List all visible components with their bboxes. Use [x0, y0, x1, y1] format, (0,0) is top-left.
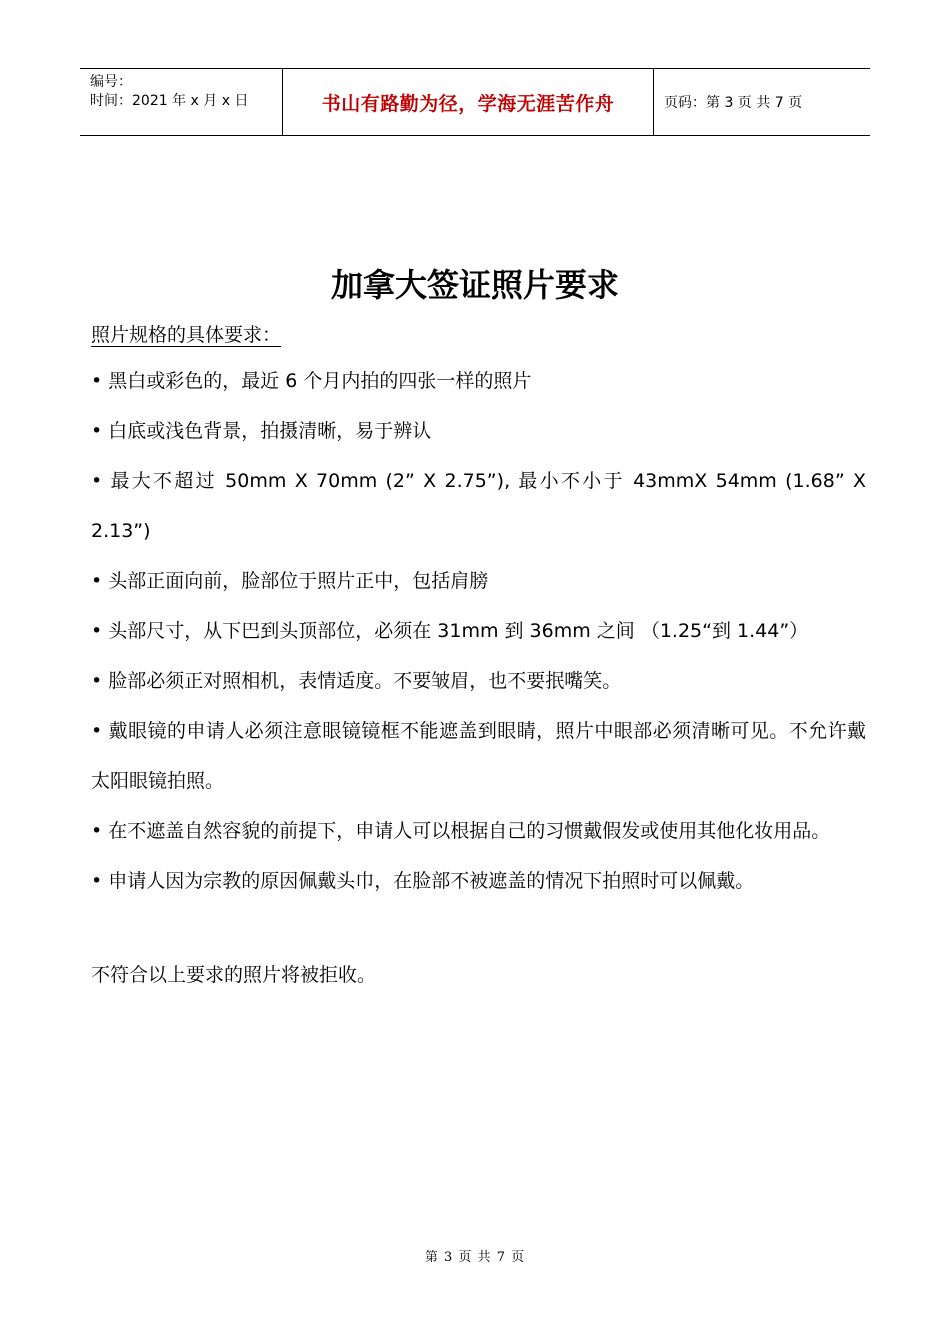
requirement-item: • 最大不超过 50mm X 70mm (2” X 2.75”), 最小不小于 43mmX 54mm (1.68” X 2.13”) [91, 470, 866, 542]
closing-note: 不符合以上要求的照片将被拒收。 [91, 964, 377, 986]
requirement-item: • 脸部必须正对照相机，表情适度。不要皱眉，也不要抿嘴笑。 [91, 670, 622, 692]
time-label: 时间：2021 年 x 月 x 日 [90, 93, 249, 109]
section-subheading: 照片规格的具体要求： [91, 324, 282, 346]
header-motto: 书山有路勤为径，学海无涯苦作舟 [282, 69, 654, 135]
document-body [91, 318, 866, 1000]
header-meta [80, 69, 282, 135]
page-header [80, 68, 870, 136]
requirement-item: • 白底或浅色背景，拍摄清晰，易于辨认 [91, 420, 432, 442]
requirement-item: • 头部尺寸，从下巴到头顶部位，必须在 31mm 到 36mm 之间 （1.25“到 1.44”） [91, 620, 809, 642]
page-footer: 第 3 页 共 7 页 [424, 1250, 526, 1265]
document-title: 加拿大签证照片要求 [330, 266, 619, 304]
requirement-item: • 头部正面向前，脸部位于照片正中，包括肩膀 [91, 570, 489, 592]
requirement-item: • 在不遮盖自然容貌的前提下，申请人可以根据自己的习惯戴假发或使用其他化妆用品。 [91, 820, 831, 842]
requirement-item: • 黑白或彩色的，最近 6 个月内拍的四张一样的照片 [91, 370, 532, 392]
number-label: 编号： [90, 74, 132, 90]
header-page-info: 页码：第 3 页 共 7 页 [664, 95, 803, 111]
requirement-item: • 申请人因为宗教的原因佩戴头巾，在脸部不被遮盖的情况下拍照时可以佩戴。 [91, 870, 755, 892]
requirement-item: • 戴眼镜的申请人必须注意眼镜镜框不能遮盖到眼睛，照片中眼部必须清晰可见。不允许戴太阳眼镜拍照。 [91, 720, 866, 792]
